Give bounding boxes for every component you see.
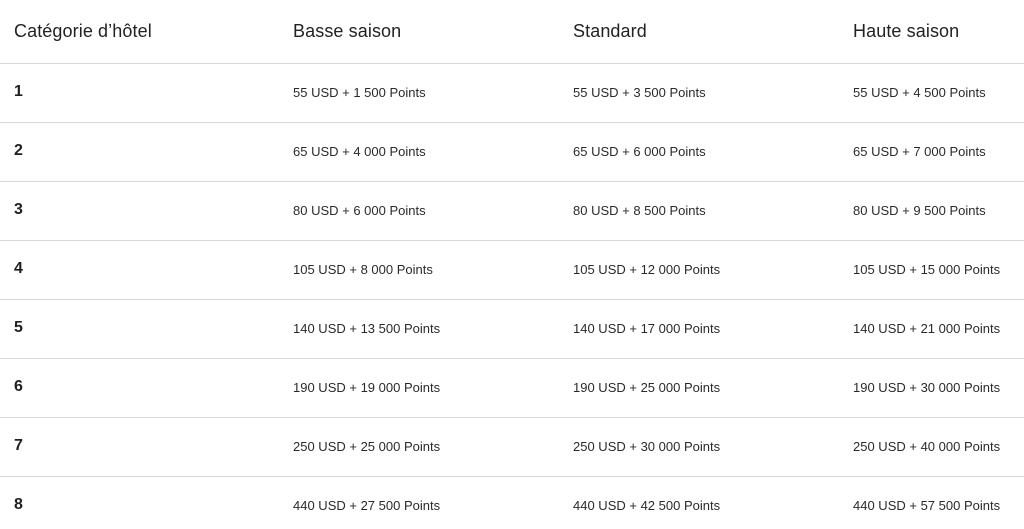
high-season-cell: 440 USD + 57 500 Points — [853, 498, 1001, 513]
standard-cell: 250 USD + 30 000 Points — [573, 439, 721, 454]
table-row — [0, 63, 1024, 122]
low-season-cell: 80 USD + 6 000 Points — [293, 203, 426, 218]
standard-cell: 140 USD + 17 000 Points — [573, 321, 721, 336]
low-season-cell: 440 USD + 27 500 Points — [293, 498, 441, 513]
high-season-cell: 65 USD + 7 000 Points — [853, 144, 986, 159]
table-row — [0, 476, 1024, 529]
header-high-season: Haute saison — [853, 21, 960, 41]
header-hotel-category: Catégorie d’hôtel — [14, 21, 152, 41]
high-season-cell: 80 USD + 9 500 Points — [853, 203, 986, 218]
standard-cell: 190 USD + 25 000 Points — [573, 380, 721, 395]
category-cell: 5 — [14, 319, 23, 336]
table-row — [0, 417, 1024, 476]
table-row — [0, 299, 1024, 358]
low-season-cell: 190 USD + 19 000 Points — [293, 380, 441, 395]
table-header-row — [0, 0, 1024, 63]
category-cell: 6 — [14, 378, 23, 395]
table-row — [0, 122, 1024, 181]
table-row — [0, 240, 1024, 299]
low-season-cell: 65 USD + 4 000 Points — [293, 144, 426, 159]
low-season-cell: 250 USD + 25 000 Points — [293, 439, 441, 454]
low-season-cell: 105 USD + 8 000 Points — [293, 262, 433, 277]
category-cell: 1 — [14, 83, 23, 100]
category-cell: 2 — [14, 142, 23, 159]
category-cell: 3 — [14, 201, 23, 218]
standard-cell: 55 USD + 3 500 Points — [573, 85, 706, 100]
header-low-season: Basse saison — [293, 21, 402, 41]
table-row — [0, 181, 1024, 240]
category-cell: 4 — [14, 260, 23, 277]
header-standard: Standard — [573, 21, 647, 41]
standard-cell: 105 USD + 12 000 Points — [573, 262, 721, 277]
low-season-cell: 140 USD + 13 500 Points — [293, 321, 441, 336]
high-season-cell: 140 USD + 21 000 Points — [853, 321, 1001, 336]
high-season-cell: 55 USD + 4 500 Points — [853, 85, 986, 100]
low-season-cell: 55 USD + 1 500 Points — [293, 85, 426, 100]
standard-cell: 440 USD + 42 500 Points — [573, 498, 721, 513]
high-season-cell: 190 USD + 30 000 Points — [853, 380, 1001, 395]
standard-cell: 80 USD + 8 500 Points — [573, 203, 706, 218]
table-row — [0, 358, 1024, 417]
high-season-cell: 250 USD + 40 000 Points — [853, 439, 1001, 454]
standard-cell: 65 USD + 6 000 Points — [573, 144, 706, 159]
high-season-cell: 105 USD + 15 000 Points — [853, 262, 1001, 277]
category-cell: 8 — [14, 496, 23, 513]
category-cell: 7 — [14, 437, 23, 454]
